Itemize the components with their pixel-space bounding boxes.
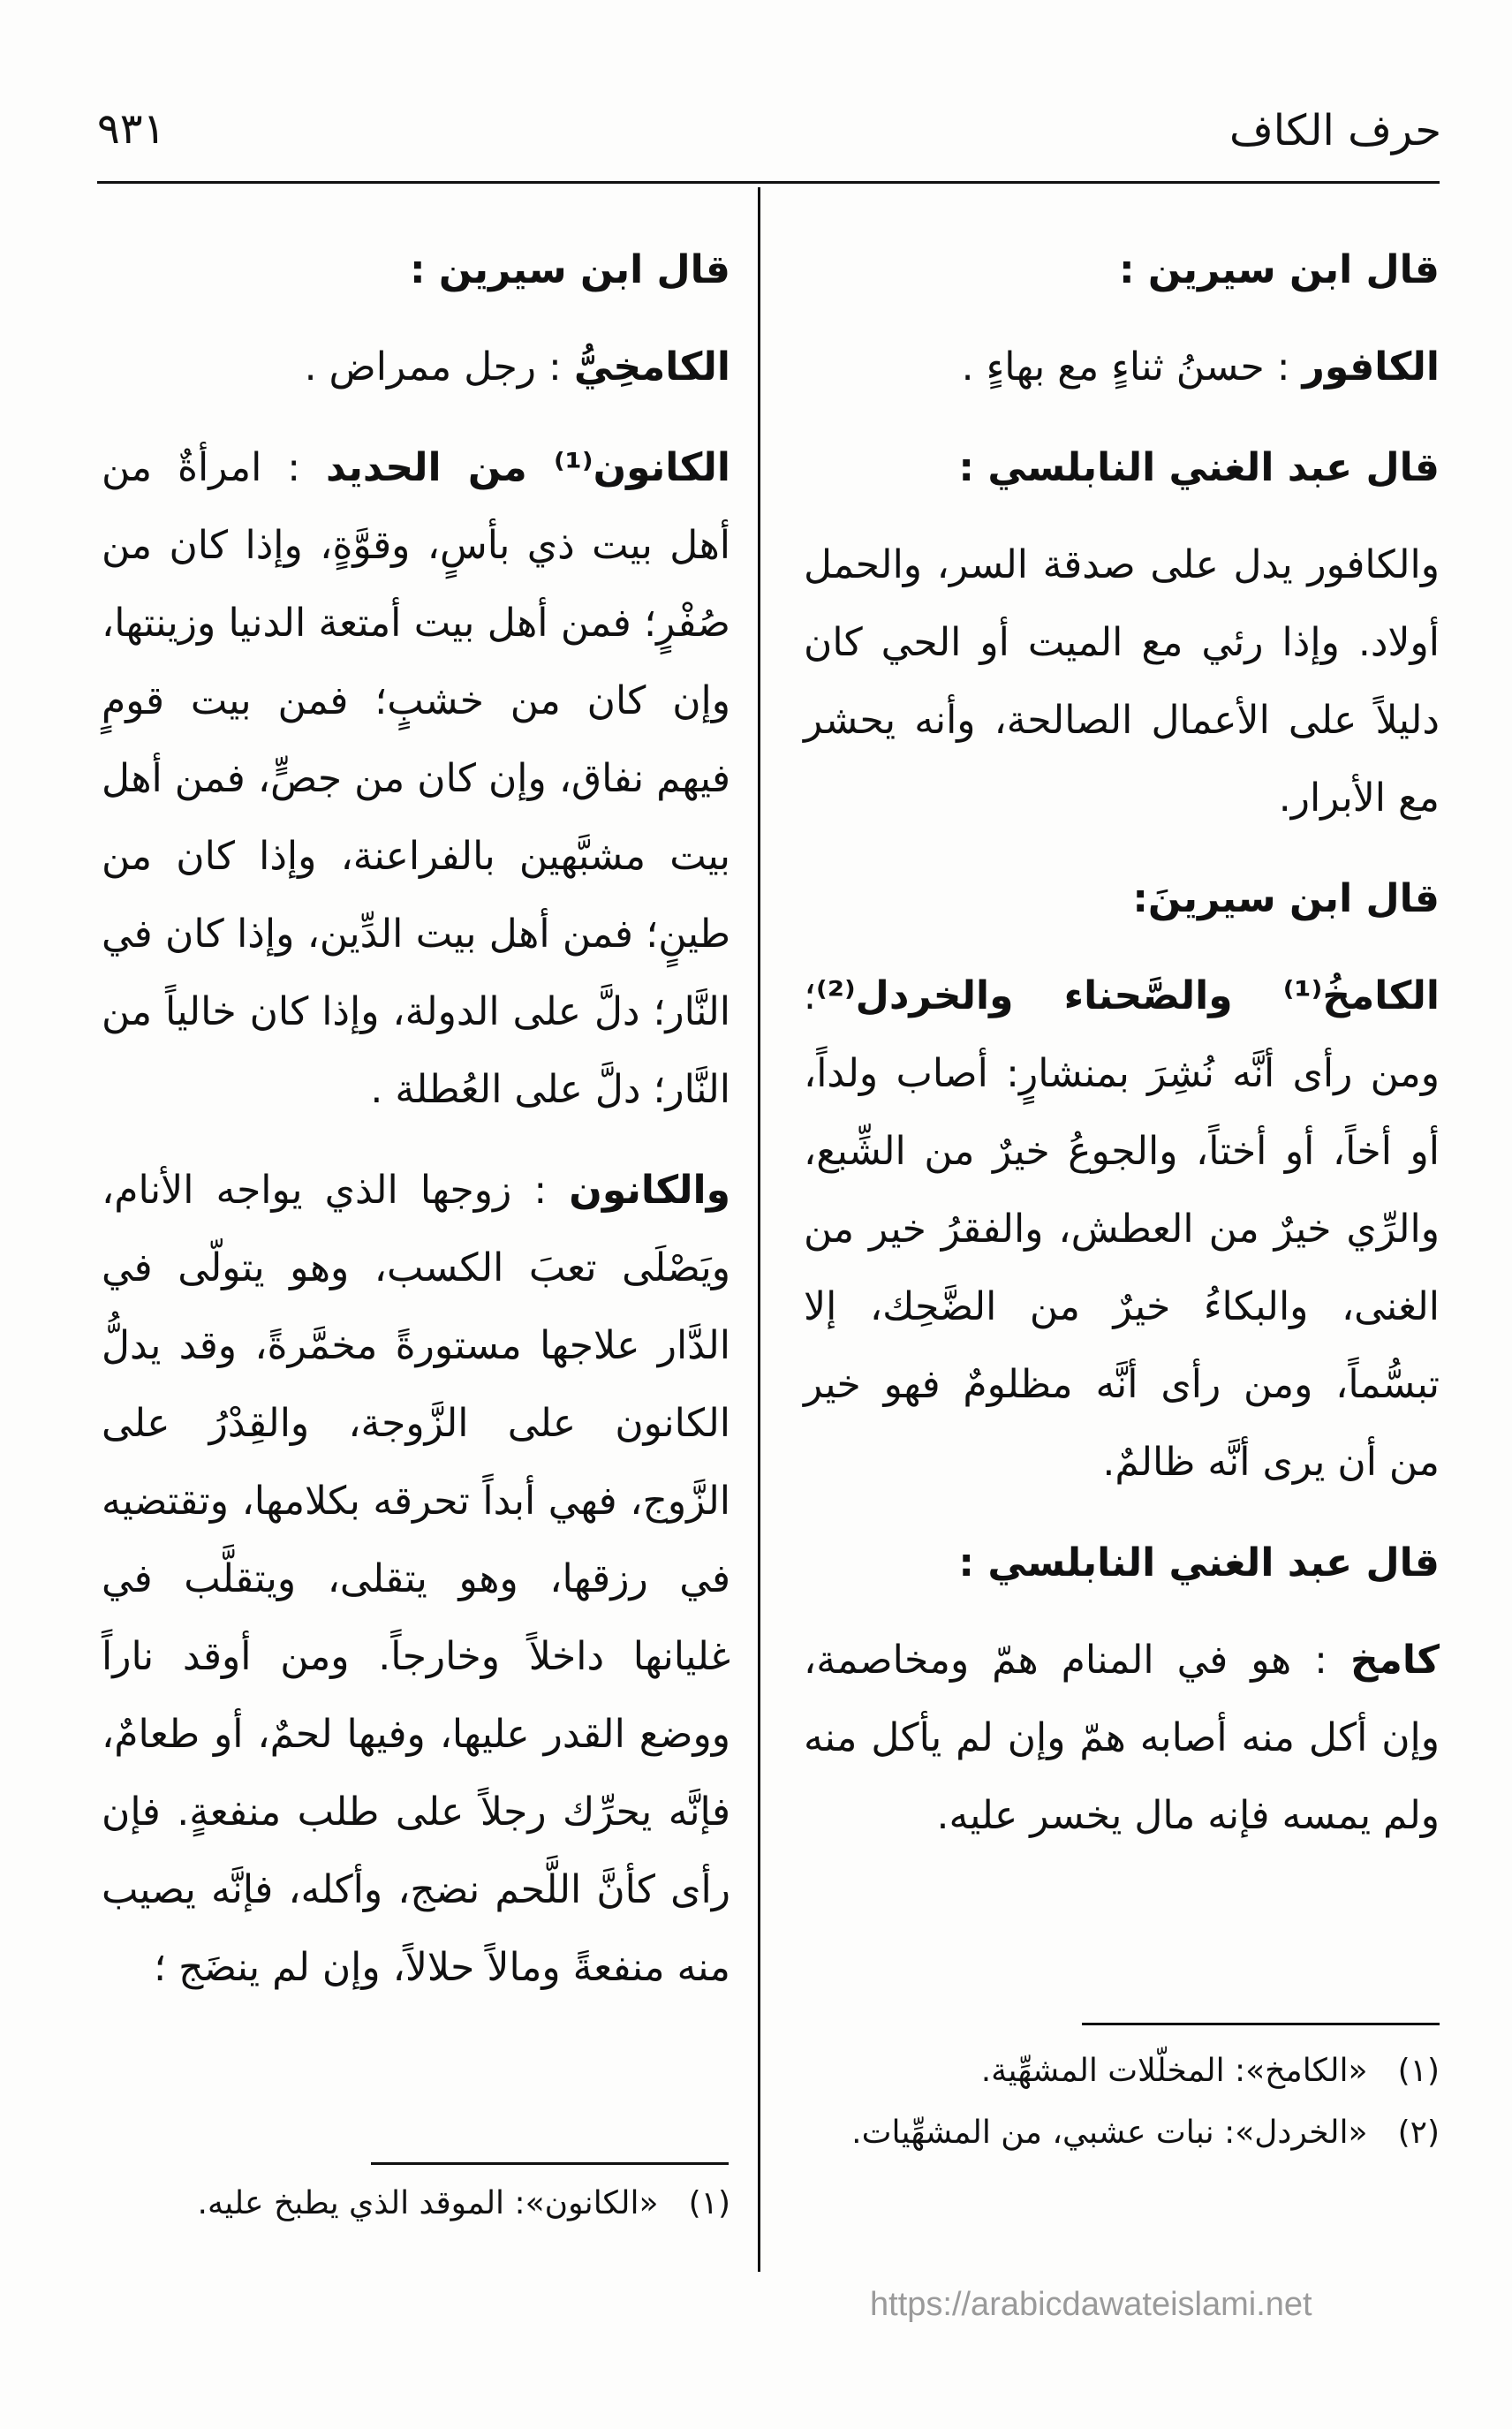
entry-paragraph <box>804 957 1440 1502</box>
entry-term: الكامخِيُّ <box>573 344 730 390</box>
entry-term: الكافور <box>1302 344 1440 390</box>
right-column <box>804 231 1440 1855</box>
footnote <box>102 2173 730 2235</box>
running-header-title: حرف الكاف <box>1228 106 1441 155</box>
section-heading: قال ابن سيرينَ: <box>1132 876 1440 921</box>
entry-paragraph <box>102 429 730 1129</box>
footnote-text: «الكانون»: الموقد الذي يطبخ عليه. <box>197 2185 659 2221</box>
watermark-url: https://arabicdawateislami.net <box>870 2286 1312 2323</box>
page-number: ٩٣١ <box>97 104 166 154</box>
entry-text: : حسنُ ثناءٍ مع بهاءٍ . <box>961 344 1303 390</box>
entry-paragraph <box>102 1152 730 2007</box>
entry-term: كامخ <box>1349 1638 1440 1683</box>
entry-text: : هو في المنام همّ ومخاصمة، وإن أكل منه أصابه همّ وإن لم يأكل منه ولم يمسه فإنه مال يخسر عليه. <box>804 1638 1440 1838</box>
entry-term: الكانون⁽¹⁾ من الحديد <box>325 445 730 490</box>
section-heading: قال ابن سيرين : <box>410 247 730 292</box>
entry-paragraph <box>804 1622 1440 1855</box>
entry-paragraph <box>102 329 730 406</box>
entry-text: ؛ ومن رأى أنَّه نُشِرَ بمنشارٍ: أصاب ولداً، أو أخاً، أو أختاً، والجوعُ خيرٌ من الشِّبع، والرِّي خيرٌ من العطش، والفقرُ خير من الغنى، والبكاءُ خيرٌ من الضَّحِك، إلا تبسُّماً، ومن رأى أنَّه مظلومٌ فهو خير من أن يرى أنَّه ظالمٌ. <box>804 973 1440 1485</box>
body-paragraph: والكافور يدل على صدقة السر، والحمل أولاد. وإذا رئي مع الميت أو الحي كان دليلاً على الأعمال الصالحة، وأنه يحشر مع الأبرار. <box>804 542 1440 821</box>
entry-text: : زوجها الذي يواجه الأنام، ويَصْلَى تعبَ الكسب، وهو يتولّى في الدَّار علاجها مستورةً مخمَّرةً، وقد يدلُّ الكانون على الزَّوجة، والقِدْرُ على الزَّوج، فهي أبداً تحرقه بكلامها، وتقتضيه في رزقها، وهو يتقلى، ويتقلَّب في غليانها داخلاً وخارجاً. ومن أوقد ناراً ووضع القدر عليها، وفيها لحمٌ، أو طعامٌ، فإنَّه يحرِّك رجلاً على طلب منفعةٍ. فإن رأى كأنَّ اللَّحم نضج، وأكله، فإنَّه يصيب منه منفعةً ومالاً حلالاً، وإن لم ينضَج ؛ <box>102 1168 730 1990</box>
footnote-text: «الخردل»: نبات عشبي، من المشهِّيات. <box>851 2115 1368 2151</box>
footnote-number: (١) <box>1397 2053 1440 2089</box>
footnote-rule <box>371 2162 729 2165</box>
footnote-number: (١) <box>688 2185 730 2221</box>
footnote-number: (٢) <box>1397 2115 1440 2151</box>
footnote-text: «الكامخ»: المخلّلات المشهِّية. <box>980 2053 1368 2089</box>
footnotes-right <box>804 2040 1440 2164</box>
entry-text: : رجل ممراض . <box>304 344 574 390</box>
column-divider <box>758 187 760 2272</box>
header-rule <box>97 181 1440 184</box>
entry-text: : امرأةٌ من أهل بيت ذي بأسٍ، وقوَّةٍ، وإذا كان من صُفْرٍ؛ فمن أهل بيت أمتعة الدنيا وزينتها، وإن كان من خشبٍ؛ فمن بيت قومٍ فيهم نفاق، وإن كان من جصٍّ، فمن أهل بيت مشبَّهين بالفراعنة، وإذا كان من طينٍ؛ فمن أهل بيت الدِّين، وإذا كان في النَّار؛ دلَّ على الدولة، وإذا كان خالياً من النَّار؛ دلَّ على العُطلة . <box>102 445 730 1112</box>
footnotes-left <box>102 2173 730 2235</box>
footnote <box>804 2102 1440 2164</box>
entry-term: الكامخُ⁽¹⁾ والصَّحناء والخردل⁽²⁾ <box>816 973 1440 1018</box>
section-heading: قال عبد الغني النابلسي : <box>958 445 1440 490</box>
entry-paragraph <box>804 329 1440 406</box>
footnote-rule <box>1082 2023 1440 2025</box>
section-heading: قال عبد الغني النابلسي : <box>958 1540 1440 1585</box>
left-column <box>102 231 730 2007</box>
footnote <box>804 2040 1440 2102</box>
entry-term: والكانون <box>569 1168 730 1213</box>
section-heading: قال ابن سيرين : <box>1119 247 1440 292</box>
